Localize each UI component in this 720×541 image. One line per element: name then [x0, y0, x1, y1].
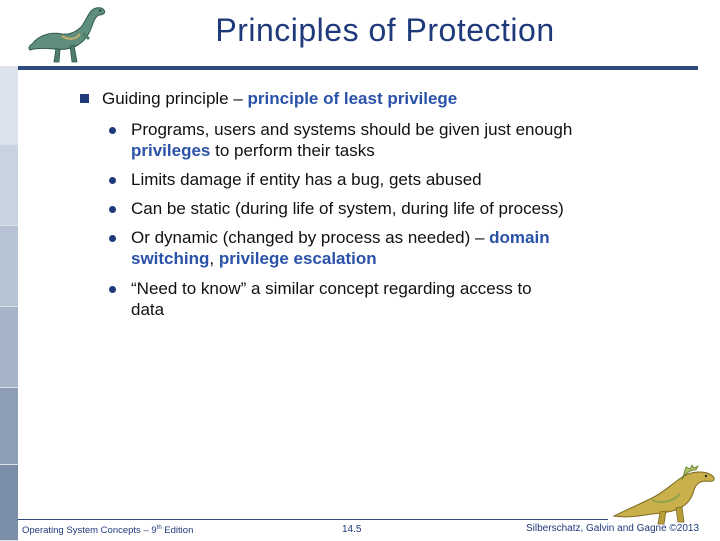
dinosaur-icon [612, 464, 718, 526]
sub-bullet-text [131, 227, 599, 269]
copyright: Silberschatz, Galvin and Gagne ©2013 [526, 523, 700, 534]
round-bullet-icon [109, 235, 116, 242]
main-bullet-highlight: principle of least privilege [247, 89, 458, 108]
sub-bullet-text: Can be static (during life of system, during life of process) [131, 199, 564, 218]
sub-bullet [109, 278, 559, 320]
footer-book-sup: th [156, 525, 162, 531]
main-bullet [80, 89, 457, 109]
sub-bullet-text-part: Programs, users and systems should be given just enough [131, 120, 573, 139]
round-bullet-icon [109, 206, 116, 213]
round-bullet-icon [109, 286, 116, 293]
round-bullet-icon [109, 127, 116, 134]
footer-divider [18, 519, 608, 520]
square-bullet-icon [80, 94, 89, 103]
sub-bullet-highlight: privilege escalation [218, 249, 377, 268]
sub-bullet-text: “Need to know” a similar concept regarding access to data [131, 279, 532, 319]
main-bullet-prefix: Guiding principle – [102, 89, 248, 108]
sub-bullet [109, 119, 589, 161]
main-bullet-text [102, 89, 457, 109]
sub-bullet-text: Limits damage if entity has a bug, gets abused [131, 170, 482, 189]
footer-book-prefix: Operating System Concepts – 9 [22, 525, 157, 537]
round-bullet-icon [109, 177, 116, 184]
page-number: 14.5 [342, 524, 362, 535]
sub-bullet-text-part: Or dynamic (changed by process as needed) – [131, 228, 490, 247]
footer-book-suffix: Edition [161, 525, 194, 537]
page-title: Principles of Protection [215, 12, 555, 48]
sub-bullet-text-part: to perform their tasks [210, 141, 375, 160]
sub-bullet-text-part: , [209, 249, 219, 268]
sub-bullet-highlight: privileges [131, 141, 211, 160]
sub-bullet [109, 198, 629, 219]
footer-book-title [22, 525, 193, 536]
sub-bullet-text [131, 119, 589, 161]
sub-bullet [109, 227, 599, 269]
sub-bullet-highlight: domain switching [131, 228, 550, 268]
sub-bullet [109, 169, 589, 190]
